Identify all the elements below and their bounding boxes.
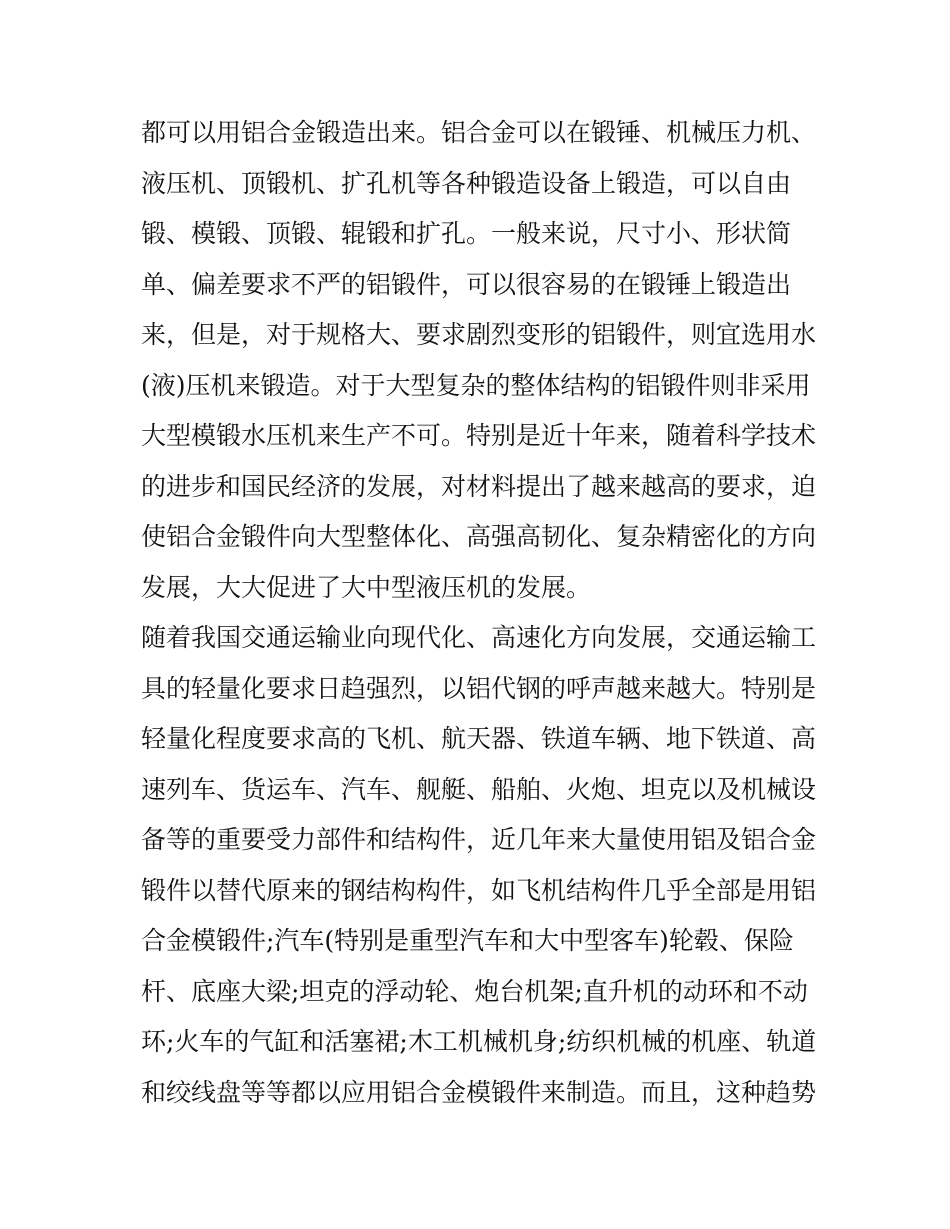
text-line: 单、偏差要求不严的铝锻件，可以很容易的在锻锤上锻造出 (141, 269, 792, 299)
text-line: 锻件以替代原来的钢结构构件，如飞机结构件几乎全部是用铝 (141, 875, 817, 905)
text-line: 锻、模锻、顶锻、辊锻和扩孔。一般来说，尺寸小、形状简 (141, 219, 792, 248)
text-line: 环;火车的气缸和活塞裙;木工机械机身;纺织机械的机座、轨道 (141, 1027, 817, 1056)
text-line: 大型模锻水压机来生产不可。特别是近十年来，随着科学技术 (141, 421, 817, 450)
text-line: 都可以用铝合金锻造出来。铝合金可以在锻锤、机械压力机、 (141, 118, 817, 147)
text-line: 速列车、货运车、汽车、舰艇、船舶、火炮、坦克以及机械设 (141, 774, 817, 804)
body-text (141, 108, 821, 1118)
text-line: 随着我国交通运输业向现代化、高速化方向发展，交通运输工 (141, 623, 817, 652)
text-line: 使铝合金锻件向大型整体化、高强高韧化、复杂精密化的方向 (141, 522, 817, 551)
text-line: 和绞线盘等等都以应用铝合金模锻件来制造。而且，这种趋势 (141, 1077, 817, 1107)
text-line: 轻量化程度要求高的飞机、航天器、铁道车辆、地下铁道、高 (141, 724, 817, 753)
text-line: 发展，大大促进了大中型液压机的发展。 (141, 572, 592, 602)
text-line: 的进步和国民经济的发展，对材料提出了越来越高的要求，迫 (141, 471, 817, 501)
text-line: 合金模锻件;汽车(特别是重型汽车和大中型客车)轮毂、保险 (141, 926, 794, 955)
text-line: 备等的重要受力部件和结构件，近几年来大量使用铝及铝合金 (141, 825, 817, 854)
text-line: 来，但是，对于规格大、要求剧烈变形的铝锻件，则宜选用水 (141, 320, 817, 349)
text-line: 液压机、顶锻机、扩孔机等各种锻造设备上锻造，可以自由 (141, 168, 792, 198)
text-line: 具的轻量化要求日趋强烈，以铝代钢的呼声越来越大。特别是 (141, 673, 817, 703)
text-line: (液)压机来锻造。对于大型复杂的整体结构的铝锻件则非采用 (141, 370, 811, 400)
text-line: 杆、底座大梁;坦克的浮动轮、炮台机架;直升机的动环和不动 (141, 976, 808, 1006)
